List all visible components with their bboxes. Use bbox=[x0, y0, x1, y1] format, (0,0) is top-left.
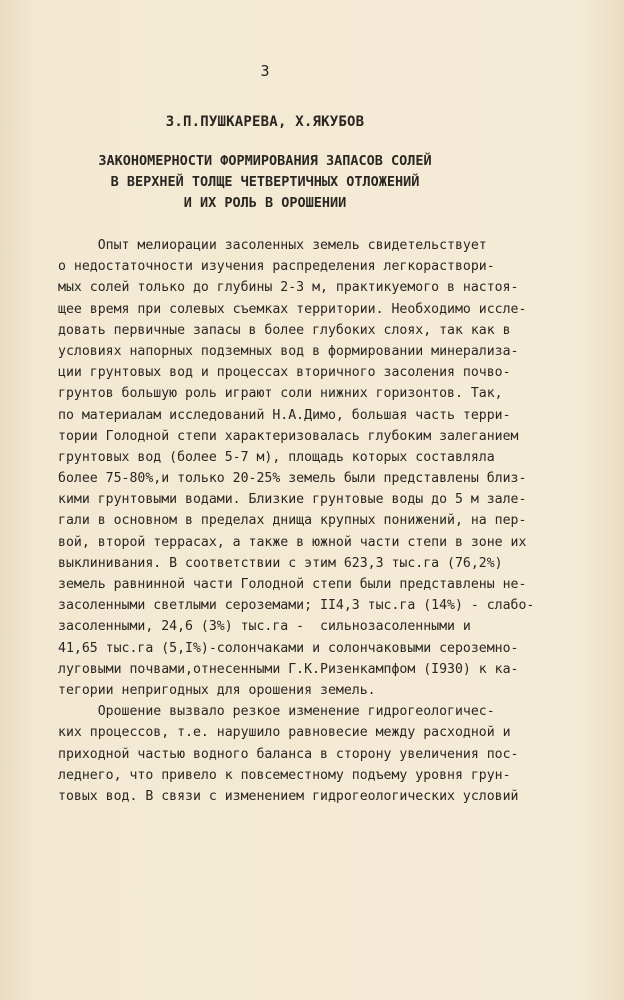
body-line: тории Голодной степи характеризовалась глубоким залеганием bbox=[58, 428, 519, 444]
body-line: леднего, что привело к повсеместному подъему уровня грун- bbox=[58, 767, 511, 783]
body-line: земель равнинной части Голодной степи были представлены не- bbox=[58, 577, 527, 592]
body-line: 41,65 тыс.га (5,I%)-солончаками и солончаковыми сероземно- bbox=[58, 640, 519, 656]
body-line: луговыми почвами,отнесенными Г.К.Ризенкампфом (I930) к ка- bbox=[58, 661, 519, 677]
body-line: мых солей только до глубины 2-3 м, практикуемого в настоя- bbox=[58, 280, 519, 296]
body-line: ции грунтовых вод и процессах вторичного засоления почво- bbox=[58, 365, 511, 381]
page-number: 3 bbox=[260, 62, 270, 80]
body-line: ких процессов, т.е. нарушило равновесие между расходной и bbox=[58, 725, 511, 741]
authors: З.П.ПУШКАРЕВА, Х.ЯКУБОВ bbox=[165, 114, 365, 130]
title-line: И ИХ РОЛЬ В ОРОШЕНИИ bbox=[183, 195, 347, 211]
body-line: засоленными, 24,6 (3%) тыс.га - сильнозасоленными и bbox=[58, 619, 471, 635]
body-line: грунтов большую роль играют соли нижних горизонтов. Так, bbox=[58, 386, 503, 402]
body-text bbox=[58, 235, 548, 807]
body-line: приходной частью водного баланса в сторону увеличения пос- bbox=[58, 746, 519, 762]
body-line: засоленными светлыми сероземами; II4,3 тыс.га (14%) - слабо- bbox=[58, 598, 535, 614]
body-line: Опыт мелиорации засоленных земель свидетельствует bbox=[58, 238, 487, 253]
body-line: тегории непригодных для орошения земель. bbox=[58, 682, 376, 698]
body-line: по материалам исследований Н.А.Димо, большая часть терри- bbox=[58, 407, 511, 423]
body-line: грунтовых вод (более 5-7 м), площадь которых составляла bbox=[58, 449, 495, 465]
body-line: товых вод. В связи с изменением гидрогеологических условий bbox=[58, 788, 519, 804]
article-title bbox=[0, 151, 530, 214]
body-line: кими грунтовыми водами. Близкие грунтовые воды до 5 м зале- bbox=[58, 492, 527, 508]
title-line: ЗАКОНОМЕРНОСТИ ФОРМИРОВАНИЯ ЗАПАСОВ СОЛЕЙ bbox=[98, 153, 432, 169]
body-line: гали в основном в пределах днища крупных понижений, на пер- bbox=[58, 513, 527, 529]
body-line: довать первичные запасы в более глубоких слоях, так как в bbox=[58, 322, 511, 338]
body-line: щее время при солевых съемках территории. Необходимо иссле- bbox=[58, 301, 527, 317]
body-line: более 75-80%,и только 20-25% земель были представлены близ- bbox=[58, 471, 527, 487]
body-line: вой, второй террасах, а также в южной части степи в зоне их bbox=[58, 534, 527, 550]
body-line: условиях напорных подземных вод в формировании минерализа- bbox=[58, 343, 519, 359]
body-line: выклинивания. В соответствии с этим 623,3 тыс.га (76,2%) bbox=[58, 555, 503, 571]
body-line: о недостаточности изучения распределения легкораствори- bbox=[58, 259, 495, 275]
body-line: Орошение вызвало резкое изменение гидрогеологичес- bbox=[58, 704, 495, 720]
title-line: В ВЕРХНЕЙ ТОЛЩЕ ЧЕТВЕРТИЧНЫХ ОТЛОЖЕНИЙ bbox=[110, 174, 420, 190]
